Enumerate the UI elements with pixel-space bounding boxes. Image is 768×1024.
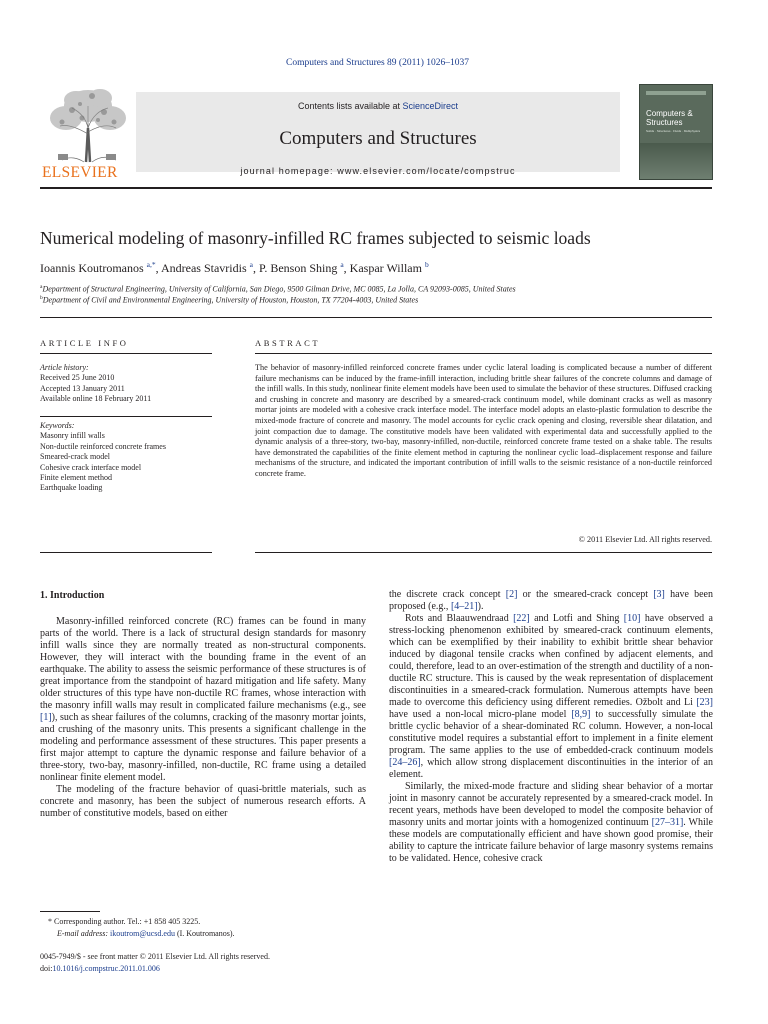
cover-stripe bbox=[646, 91, 706, 95]
sciencedirect-link[interactable]: ScienceDirect bbox=[402, 101, 459, 111]
author-name[interactable]: Andreas Stavridis bbox=[160, 261, 247, 275]
doi-link[interactable]: 10.1016/j.compstruc.2011.01.006 bbox=[52, 964, 160, 973]
author-affil-mark[interactable]: a,* bbox=[146, 260, 156, 269]
divider bbox=[255, 353, 712, 354]
affiliation-text: Department of Civil and Environmental Engineering, University of Houston, Houston, TX 77204-4003, United States bbox=[42, 295, 419, 305]
paragraph bbox=[389, 589, 713, 613]
text-run: , which allow strong displacement discontinuities in the interior of an element. bbox=[389, 757, 713, 780]
affiliation-text: Department of Structural Engineering, University of California, San Diego, 9500 Gilman Drive, MC 0085, La Jolla, CA 92093-0085, United States bbox=[42, 284, 516, 294]
doi-label: doi: bbox=[40, 964, 53, 973]
text-run: ), such as shear failures of the columns, cracking of the masonry mortar joints, and crushing of the masonry units. This presents a significant challenge in the modeling and performance assessment of these structures. This paper presents a first major attempt to capture the dynamic response and failure behavior of a three-story, two-bay, masonry-infilled, non-ductile, RC frame using a detailed nonlinear finite element model. bbox=[40, 712, 366, 783]
history-label: Article history: bbox=[40, 363, 89, 372]
text-run: the discrete crack concept bbox=[389, 589, 506, 600]
paragraph bbox=[389, 613, 713, 781]
text-run: Similarly, the mixed-mode fracture and sliding shear behavior of a mortar joint in masonry cannot be accurately represented by a smeared-crack model. In recent years, methods have been developed to model the composite behavior of masonry units and mortar joints with a homogenized continuum bbox=[389, 781, 713, 828]
contents-prefix: Contents lists available at bbox=[297, 101, 403, 111]
elsevier-logo[interactable] bbox=[40, 84, 136, 186]
divider bbox=[40, 416, 212, 417]
citation-link[interactable]: [22] bbox=[513, 613, 530, 624]
publisher-logo-text: ELSEVIER bbox=[42, 164, 118, 181]
affiliation-a bbox=[40, 284, 516, 294]
text-run: have used a non-local micro-plane model bbox=[389, 709, 572, 720]
text-run: or the smeared-crack concept bbox=[517, 589, 654, 600]
journal-citation[interactable]: Computers and Structures 89 (2011) 1026–1037 bbox=[285, 58, 470, 68]
text-run: and Lotfi and Shing bbox=[529, 613, 624, 624]
keyword-item: Earthquake loading bbox=[40, 483, 103, 493]
footnote-rule bbox=[40, 911, 100, 912]
keyword-item: Cohesive crack interface model bbox=[40, 462, 142, 472]
journal-homepage-link[interactable]: journal homepage: www.elsevier.com/locate/compstruc bbox=[240, 166, 516, 176]
keyword-item: Masonry infill walls bbox=[40, 431, 105, 441]
cover-subtitle: Solids · Structures · Fluids · Multiphysics bbox=[646, 129, 701, 133]
text-run: Masonry-infilled reinforced concrete (RC) frames can be found in many parts of the world. There is a lack of structural design standards for masonry infill walls since they are normally treated as non-structural components. However, they will interact with the bounding frame in the event of an earthquake. The ability to assess the seismic performance of these structures is of great importance from the standpoint of hazard mitigation and life safety. Many older structures of this type have non-ductile RC frames, whose interaction with the masonry infill walls may result in complicated failure mechanisms (e.g., see bbox=[40, 616, 366, 711]
citation-link[interactable]: [3] bbox=[653, 589, 665, 600]
email-label: E-mail address: bbox=[57, 929, 111, 938]
email-suffix: (I. Koutromanos). bbox=[174, 929, 235, 938]
affiliation-mark: a bbox=[40, 284, 43, 290]
issn-line: 0045-7949/$ - see front matter © 2011 Elsevier Ltd. All rights reserved. bbox=[40, 952, 270, 961]
text-run: to successfully simulate the brittle cyclic behavior of a shear-dominated RC column. However, a non-local constitutive model requires a substantial effort to implement in a finite element program. The same applies to the use of embedded-crack continuum models bbox=[389, 709, 713, 756]
author-separator: , bbox=[252, 261, 259, 275]
section-heading-introduction: 1. Introduction bbox=[40, 590, 105, 601]
divider bbox=[40, 552, 212, 553]
citation-link[interactable]: [4–21] bbox=[450, 601, 478, 612]
author-name[interactable]: Kaspar Willam bbox=[349, 261, 422, 275]
citation-link[interactable]: [24–26] bbox=[389, 757, 421, 768]
affiliation-b bbox=[40, 295, 418, 305]
body-column-right bbox=[389, 589, 713, 865]
email-link[interactable]: ikoutrom@ucsd.edu bbox=[110, 929, 175, 938]
header-rule bbox=[40, 187, 712, 189]
author-name[interactable]: P. Benson Shing bbox=[258, 261, 338, 275]
keywords bbox=[40, 421, 166, 494]
cover-title: Computers & Structures bbox=[646, 109, 693, 127]
keyword-item: Non-ductile reinforced concrete frames bbox=[40, 441, 166, 451]
corresponding-author-note: * Corresponding author. Tel.: +1 858 405 3225. bbox=[48, 917, 201, 926]
abstract-copyright: © 2011 Elsevier Ltd. All rights reserved. bbox=[578, 535, 712, 544]
journal-cover-thumbnail[interactable] bbox=[639, 84, 713, 180]
article-history bbox=[40, 363, 151, 405]
article-info-heading: ARTICLE INFO bbox=[40, 338, 129, 348]
author-affil-mark[interactable]: a bbox=[249, 260, 253, 269]
abstract-text: The behavior of masonry-infilled reinforced concrete frames under cyclic lateral loading is complicated because a number of different failure mechanisms can be induced by the frame-infill interaction, including brittle shear failures of the concrete columns and damage of the infill walls. In this study, nonlinear finite element models have been used to simulate the behavior of these structures. Diffused cracking and crushing in concrete and masonry are described by a smeared-crack continuum model, while dominant cracks as well as masonry mortar joints are modeled with a cohesive crack interface model. The interface model adopts an elasto-plastic formulation to describe the mixed-mode fracture of concrete and masonry. The model accounts for cyclic crack opening and closing, reversible shear dilatation, and joint compaction due to damage. The constitutive models have been validated with experimental data and successfully applied to the dynamic analysis of a three-story, two-bay, masonry-infilled, non-ductile, reinforced concrete frame tested on a shake table. The results have demonstrated the capabilities of the finite element method in capturing the nonlinear cyclic load–displacement response and failure mechanisms of the structure, and indicated the important contribution of infill walls to the seismic resistance of a non-ductile reinforced concrete frame. bbox=[255, 363, 712, 478]
author-separator: , bbox=[155, 261, 161, 275]
text-run: . While these models are computationally efficient and have shown good promise, their ability to capture the intricate failure behavior of large masonry systems remains to be validated. Hence, cohesive crack bbox=[389, 817, 713, 864]
article-title: Numerical modeling of masonry-infilled RC frames subjected to seismic loads bbox=[40, 228, 591, 248]
citation-link[interactable]: [2] bbox=[505, 589, 518, 600]
journal-header bbox=[40, 84, 712, 186]
history-online: Available online 18 February 2011 bbox=[40, 394, 152, 404]
author-affil-mark[interactable]: a bbox=[340, 260, 344, 269]
citation-link[interactable]: [27–31] bbox=[651, 817, 684, 828]
journal-banner bbox=[136, 92, 620, 172]
paragraph bbox=[389, 781, 713, 865]
paragraph: The modeling of the fracture behavior of quasi-brittle materials, such as concrete and masonry, has been the subject of numerous research efforts. A number of constitutive models, based on either bbox=[40, 784, 366, 819]
text-run: ). bbox=[477, 601, 484, 612]
divider bbox=[40, 353, 212, 354]
cover-image bbox=[640, 143, 712, 179]
affiliation-mark: b bbox=[40, 295, 43, 301]
citation-link[interactable]: [8,9] bbox=[571, 709, 591, 720]
paragraph bbox=[40, 616, 366, 784]
text-run: have been proposed (e.g., bbox=[389, 589, 713, 612]
citation-link[interactable]: [10] bbox=[623, 613, 641, 624]
history-received: Received 25 June 2010 bbox=[40, 373, 115, 383]
divider bbox=[40, 317, 712, 318]
citation-link[interactable]: [1] bbox=[40, 712, 52, 723]
keyword-item: Smeared-crack model bbox=[40, 452, 110, 462]
author-separator: , bbox=[343, 261, 350, 275]
text-run: have observed a stress-locking phenomenon exhibited by smeared-crack continuum elements, which can be exemplified by their inability to exhibit brittle shear behavior induced by diagonal tensile cracks when confined by adjacent elements, and could, therefore, lead to an over-estimation of the strength and ductility of a non-ductile RC structure. This is caused by the weak representation of displacement discontinuities in a smeared-crack formulation. Numerous attempts have been made to overcome this deficiency using different remedies. Ožbolt and Li bbox=[389, 613, 713, 708]
journal-name: Computers and Structures bbox=[279, 128, 477, 149]
author-name[interactable]: Ioannis Koutromanos bbox=[40, 261, 144, 275]
history-accepted: Accepted 13 January 2011 bbox=[40, 383, 125, 393]
tree-icon bbox=[42, 84, 134, 164]
author-list bbox=[40, 260, 429, 276]
contents-line bbox=[136, 101, 620, 111]
abstract-heading: ABSTRACT bbox=[255, 338, 321, 348]
keyword-item: Finite element method bbox=[40, 473, 112, 483]
divider bbox=[255, 552, 712, 553]
keywords-label: Keywords: bbox=[40, 421, 75, 430]
author-affil-mark[interactable]: b bbox=[424, 260, 429, 269]
doi-line bbox=[40, 964, 160, 973]
body-column-left bbox=[40, 616, 366, 820]
citation-link[interactable]: [23] bbox=[696, 697, 713, 708]
text-run: Rots and Blaauwendraad bbox=[405, 613, 514, 624]
email-note bbox=[57, 929, 235, 938]
